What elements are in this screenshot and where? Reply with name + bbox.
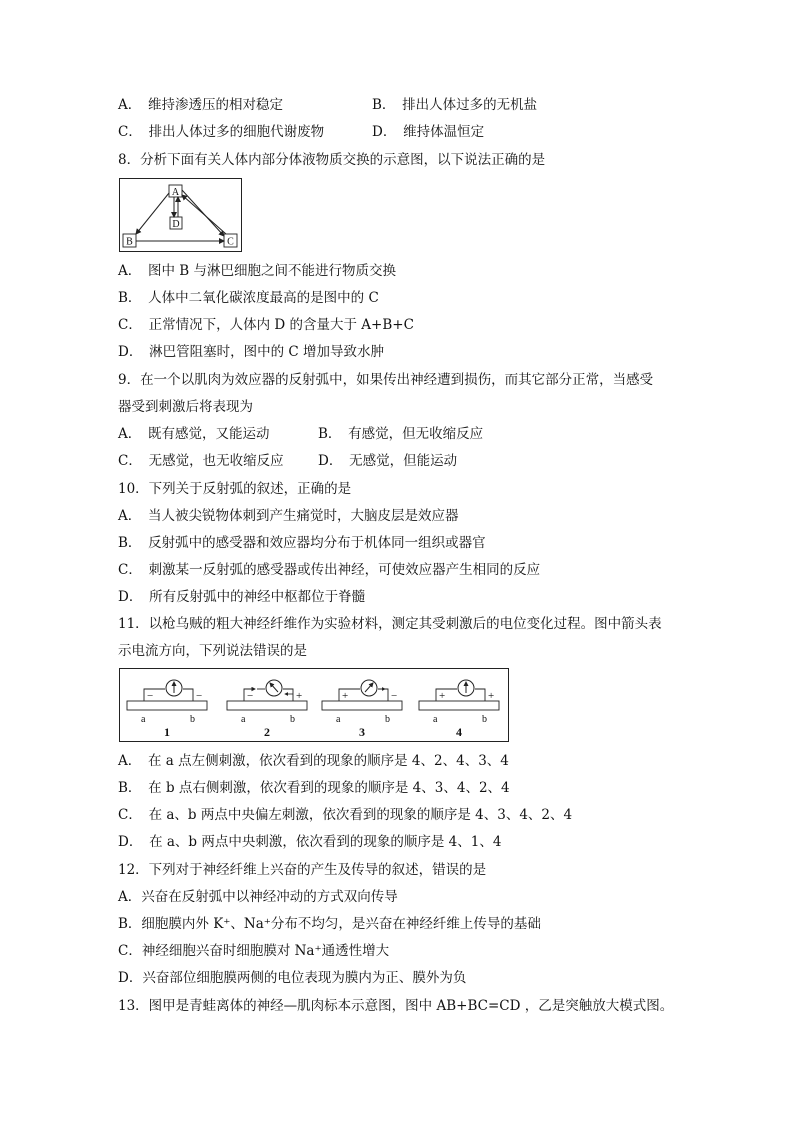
q13-stem: 13．图甲是青蛙离体的神经—肌肉标本示意图，图中 AB+BC=CD ，乙是突触放大模式图。 xyxy=(118,998,674,1014)
q12-option-c: C．神经细胞兴奋时细胞膜对 Na⁺通透性增大 xyxy=(118,943,390,959)
panel-2-left-sign: − xyxy=(247,690,254,702)
q11-option-a: A． 在 a 点左侧刺激，依次看到的现象的顺序是 4、2、4、3、4 xyxy=(118,753,509,769)
panel-1 xyxy=(127,680,207,739)
q12-option-b: B．细胞膜内外 K⁺、Na⁺分布不均匀，是兴奋在神经纤维上传导的基础 xyxy=(118,916,541,932)
panel-3-num: 3 xyxy=(359,725,365,739)
panel-1-left-sign: − xyxy=(147,690,154,702)
panel-2-b: b xyxy=(290,714,295,725)
q12-option-d: D．兴奋部位细胞膜两侧的电位表现为膜内为正、膜外为负 xyxy=(118,970,467,986)
node-d-label: D xyxy=(172,219,180,230)
q11-option-b: B． 在 b 点右侧刺激，依次看到的现象的顺序是 4、3、4、2、4 xyxy=(118,780,510,796)
panel-4-num: 4 xyxy=(456,725,462,739)
node-b-label: B xyxy=(126,236,133,248)
q12-option-a: A．兴奋在反射弧中以神经冲动的方式双向传导 xyxy=(118,889,398,905)
q8-option-a: A． 图中 B 与淋巴细胞之间不能进行物质交换 xyxy=(118,263,397,279)
q11-stem-line2: 示电流方向，下列说法错误的是 xyxy=(118,643,307,659)
q9-option-c: C． 无感觉，也无收缩反应 xyxy=(118,453,284,469)
panel-1-right-sign: − xyxy=(196,690,203,702)
q10-option-a: A． 当人被尖锐物体刺到产生痛觉时，大脑皮层是效应器 xyxy=(118,508,459,524)
panel-4-left-sign: + xyxy=(439,690,446,702)
q11-option-c: C． 在 a、b 两点中央偏左刺激，依次看到的现象的顺序是 4、3、4、2、4 xyxy=(118,807,573,823)
q11-nerve-fiber-diagram xyxy=(119,668,509,742)
q11-option-d: D． 在 a、b 两点中央刺激，依次看到的现象的顺序是 4、1、4 xyxy=(118,834,502,850)
panel-4-a: a xyxy=(433,714,438,725)
q10-option-c: C． 刺激某一反射弧的感受器或传出神经，可使效应器产生相同的反应 xyxy=(118,562,541,578)
q7-option-b: B． 排出人体过多的无机盐 xyxy=(372,97,538,113)
q7-option-a: A． 维持渗透压的相对稳定 xyxy=(118,97,283,113)
q8-option-c: C． 正常情况下，人体内 D 的含量大于 A+B+C xyxy=(118,317,414,333)
panel-3-right-sign: − xyxy=(391,690,398,702)
panel-3-left-sign: + xyxy=(342,690,349,702)
panel-4-b: b xyxy=(482,714,487,725)
q11-stem-line1: 11．以枪乌贼的粗大神经纤维作为实验材料，测定其受刺激后的电位变化过程。图中箭头表 xyxy=(118,616,662,632)
panel-3-b: b xyxy=(385,714,390,725)
q9-option-a: A． 既有感觉，又能运动 xyxy=(118,426,270,442)
panel-4 xyxy=(419,680,499,739)
panel-2-a: a xyxy=(241,714,246,725)
q8-body-fluid-diagram xyxy=(119,178,242,252)
panel-2 xyxy=(227,680,307,739)
q9-option-b: B． 有感觉，但无收缩反应 xyxy=(318,426,484,442)
panel-1-b: b xyxy=(190,714,195,725)
q8-option-d: D． 淋巴管阻塞时，图中的 C 增加导致水肿 xyxy=(118,344,384,360)
panel-1-num: 1 xyxy=(164,725,170,739)
panel-3 xyxy=(322,680,402,739)
q9-stem-line2: 器受到刺激后将表现为 xyxy=(118,399,253,415)
q8-stem: 8．分析下面有关人体内部分体液物质交换的示意图，以下说法正确的是 xyxy=(118,152,546,168)
panel-4-right-sign: + xyxy=(488,690,495,702)
q8-option-b: B． 人体中二氧化碳浓度最高的是图中的 C xyxy=(118,290,379,306)
q10-option-d: D． 所有反射弧中的神经中枢都位于脊髓 xyxy=(118,589,366,605)
panel-2-right-sign: + xyxy=(296,690,303,702)
panel-1-a: a xyxy=(141,714,146,725)
q9-stem-line1: 9．在一个以肌肉为效应器的反射弧中，如果传出神经遭到损伤，而其它部分正常，当感受 xyxy=(118,372,654,388)
node-c-label: C xyxy=(227,236,234,248)
panel-3-a: a xyxy=(336,714,341,725)
panel-2-num: 2 xyxy=(264,725,270,739)
q9-option-d: D． 无感觉，但能运动 xyxy=(318,453,458,469)
node-a-label: A xyxy=(171,187,180,198)
q10-option-b: B． 反射弧中的感受器和效应器均分布于机体同一组织或器官 xyxy=(118,535,486,551)
q12-stem: 12．下列对于神经纤维上兴奋的产生及传导的叙述，错误的是 xyxy=(118,862,487,878)
q7-option-c: C． 排出人体过多的细胞代谢废物 xyxy=(118,124,325,140)
q7-option-d: D． 维持体温恒定 xyxy=(372,124,485,140)
q10-stem: 10．下列关于反射弧的叙述，正确的是 xyxy=(118,481,352,497)
